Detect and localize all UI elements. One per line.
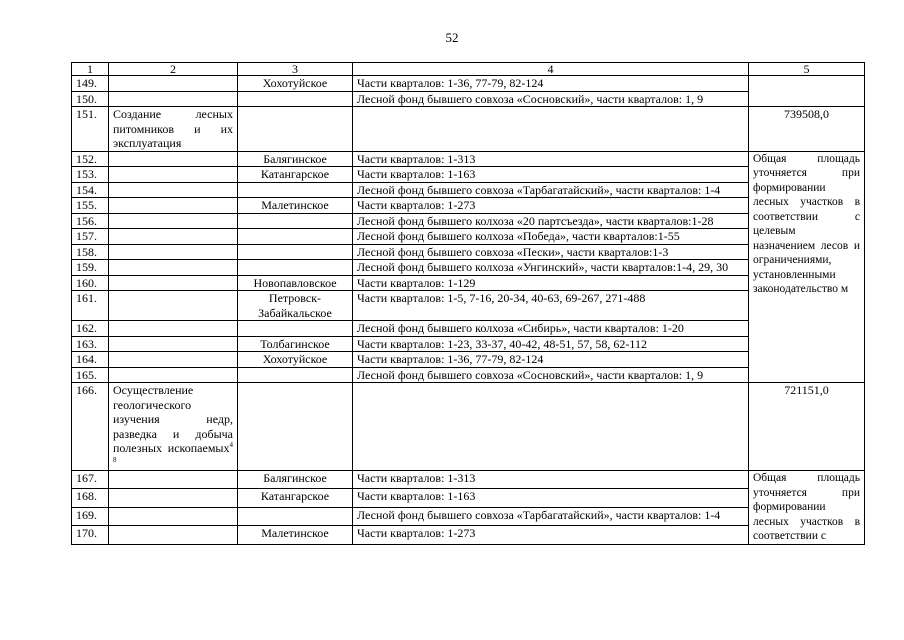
purpose-cell (109, 198, 238, 214)
quarters-cell: Лесной фонд бывшего совхоза «Тарбагатайский», части кварталов: 1-4 (353, 507, 749, 525)
table-row (72, 229, 865, 245)
row-number: 151. (72, 107, 109, 152)
district-cell (238, 244, 353, 260)
table-row (72, 507, 865, 525)
table-row (72, 367, 865, 383)
column-header-2: 2 (109, 63, 238, 76)
row-number: 154. (72, 182, 109, 198)
table-row (72, 321, 865, 337)
district-cell: Катангарское (238, 489, 353, 507)
row-number: 158. (72, 244, 109, 260)
quarters-cell: Части кварталов: 1-36, 77-79, 82-124 (353, 76, 749, 92)
row-number: 153. (72, 167, 109, 183)
purpose-cell (109, 76, 238, 92)
row-number: 157. (72, 229, 109, 245)
row-number: 163. (72, 336, 109, 352)
table-row (72, 182, 865, 198)
area-cell (749, 76, 865, 107)
purpose-cell (109, 229, 238, 245)
district-cell: Новопавловское (238, 275, 353, 291)
district-cell: Балягинское (238, 471, 353, 489)
column-header-4: 4 (353, 63, 749, 76)
table-row (72, 471, 865, 489)
district-cell: Толбагинское (238, 336, 353, 352)
table-row (72, 336, 865, 352)
district-cell (238, 182, 353, 198)
quarters-cell (353, 107, 749, 152)
quarters-cell: Лесной фонд бывшего совхоза «Пески», части кварталов:1-3 (353, 244, 749, 260)
row-number: 159. (72, 260, 109, 276)
purpose-text: Осуществление геологического изучения недр, разведка и добыча полезных ископаемых (113, 383, 233, 455)
row-number: 155. (72, 198, 109, 214)
table-row (72, 76, 865, 92)
district-cell (238, 383, 353, 471)
row-number: 170. (72, 526, 109, 544)
row-number: 166. (72, 383, 109, 471)
row-number: 152. (72, 151, 109, 167)
quarters-cell: Лесной фонд бывшего совхоза «Тарбагатайский», части кварталов: 1-4 (353, 182, 749, 198)
table-row (72, 526, 865, 544)
purpose-cell (109, 383, 238, 471)
table-row (72, 383, 865, 471)
quarters-cell: Лесной фонд бывшего совхоза «Сосновский», части кварталов: 1, 9 (353, 91, 749, 107)
area-note-cell: Общая площадь уточняется при формировании лесных участков в соответствии с (749, 471, 865, 545)
purpose-cell (109, 352, 238, 368)
purpose-cell (109, 321, 238, 337)
table-row (72, 275, 865, 291)
purpose-cell (109, 291, 238, 321)
purpose-cell (109, 167, 238, 183)
quarters-cell: Части кварталов: 1-5, 7-16, 20-34, 40-63, 69-267, 271-488 (353, 291, 749, 321)
purpose-cell (109, 471, 238, 489)
row-number: 162. (72, 321, 109, 337)
forest-use-table (71, 62, 865, 545)
quarters-cell: Части кварталов: 1-23, 33-37, 40-42, 48-51, 57, 58, 62-112 (353, 336, 749, 352)
row-number: 149. (72, 76, 109, 92)
area-cell: 721151,0 (749, 383, 865, 471)
district-cell (238, 91, 353, 107)
purpose-cell (109, 489, 238, 507)
footnote-marker: 4 8 (113, 441, 233, 464)
table-row (72, 260, 865, 276)
purpose-cell (109, 507, 238, 525)
column-header-5: 5 (749, 63, 865, 76)
district-cell: Хохотуйское (238, 352, 353, 368)
district-cell: Малетинское (238, 198, 353, 214)
table-row (72, 91, 865, 107)
district-cell (238, 367, 353, 383)
quarters-cell: Лесной фонд бывшего колхоза «Победа», части кварталов:1-55 (353, 229, 749, 245)
quarters-cell: Части кварталов: 1-129 (353, 275, 749, 291)
district-cell (238, 507, 353, 525)
row-number: 150. (72, 91, 109, 107)
table-row (72, 213, 865, 229)
purpose-cell (109, 244, 238, 260)
purpose-cell (109, 91, 238, 107)
district-cell (238, 260, 353, 276)
purpose-cell (109, 151, 238, 167)
row-number: 168. (72, 489, 109, 507)
district-cell: Петровск-Забайкальское (238, 291, 353, 321)
district-cell: Малетинское (238, 526, 353, 544)
quarters-cell: Части кварталов: 1-163 (353, 167, 749, 183)
purpose-cell (109, 336, 238, 352)
table-row (72, 151, 865, 167)
header-row (72, 63, 865, 76)
quarters-cell (353, 383, 749, 471)
table-row (72, 489, 865, 507)
row-number: 167. (72, 471, 109, 489)
district-cell: Катангарское (238, 167, 353, 183)
page-number: 52 (445, 30, 459, 45)
purpose-cell (109, 213, 238, 229)
row-number: 169. (72, 507, 109, 525)
area-cell: 739508,0 (749, 107, 865, 152)
quarters-cell: Части кварталов: 1-36, 77-79, 82-124 (353, 352, 749, 368)
district-cell (238, 229, 353, 245)
quarters-cell: Лесной фонд бывшего колхоза «Унгинский», части кварталов:1-4, 29, 30 (353, 260, 749, 276)
purpose-cell (109, 526, 238, 544)
column-header-1: 1 (72, 63, 109, 76)
table-row (72, 352, 865, 368)
row-number: 160. (72, 275, 109, 291)
purpose-cell (109, 260, 238, 276)
district-cell (238, 321, 353, 337)
area-note-cell: Общая площадь уточняется при формировании лесных участков в соответствии с целевым назначением лесов и ограничениями, установленными законодательство м (749, 151, 865, 383)
table-row (72, 291, 865, 321)
quarters-cell: Части кварталов: 1-273 (353, 198, 749, 214)
quarters-cell: Части кварталов: 1-273 (353, 526, 749, 544)
district-cell (238, 107, 353, 152)
quarters-cell: Части кварталов: 1-163 (353, 489, 749, 507)
district-cell: Балягинское (238, 151, 353, 167)
purpose-cell (109, 367, 238, 383)
row-number: 164. (72, 352, 109, 368)
quarters-cell: Части кварталов: 1-313 (353, 471, 749, 489)
purpose-cell (109, 275, 238, 291)
district-cell: Хохотуйское (238, 76, 353, 92)
table-row (72, 198, 865, 214)
table-row (72, 167, 865, 183)
column-header-3: 3 (238, 63, 353, 76)
row-number: 156. (72, 213, 109, 229)
row-number: 165. (72, 367, 109, 383)
quarters-cell: Лесной фонд бывшего колхоза «20 партсъезда», части кварталов:1-28 (353, 213, 749, 229)
quarters-cell: Лесной фонд бывшего совхоза «Сосновский», части кварталов: 1, 9 (353, 367, 749, 383)
table-row (72, 107, 865, 152)
row-number: 161. (72, 291, 109, 321)
quarters-cell: Части кварталов: 1-313 (353, 151, 749, 167)
purpose-cell (109, 182, 238, 198)
table-row (72, 244, 865, 260)
purpose-cell: Создание лесных питомников и их эксплуатация (109, 107, 238, 152)
district-cell (238, 213, 353, 229)
quarters-cell: Лесной фонд бывшего колхоза «Сибирь», части кварталов: 1-20 (353, 321, 749, 337)
